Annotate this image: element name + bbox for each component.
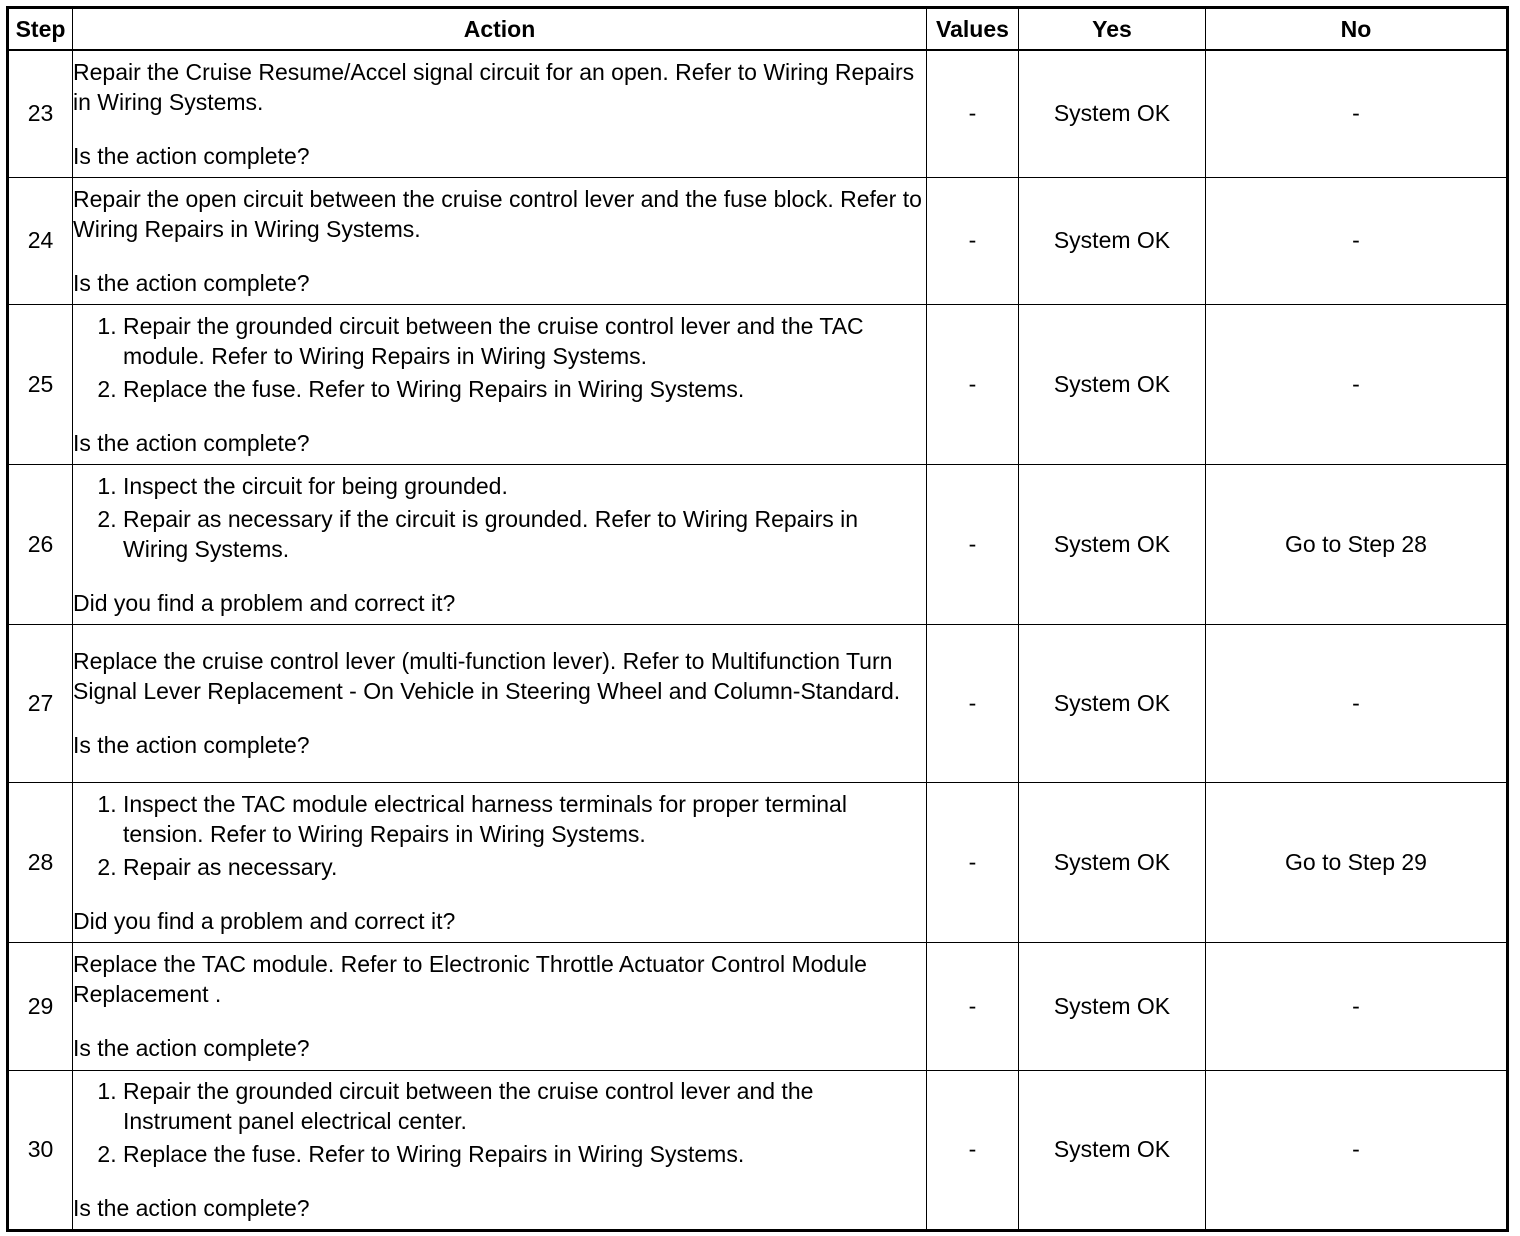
values-cell: - bbox=[927, 624, 1019, 782]
action-list-item: 1. Inspect the circuit for being grounded. bbox=[123, 471, 926, 501]
values-cell: - bbox=[927, 50, 1019, 177]
header-yes: Yes bbox=[1019, 8, 1206, 51]
action-question: Did you find a problem and correct it? bbox=[73, 589, 456, 616]
yes-cell: System OK bbox=[1019, 1070, 1206, 1230]
table-row bbox=[8, 624, 1508, 782]
action-list bbox=[73, 1076, 926, 1169]
yes-cell: System OK bbox=[1019, 782, 1206, 942]
action-question: Is the action complete? bbox=[73, 429, 310, 456]
values-cell: - bbox=[927, 942, 1019, 1070]
yes-cell: System OK bbox=[1019, 624, 1206, 782]
action-question: Did you find a problem and correct it? bbox=[73, 907, 456, 934]
values-cell: - bbox=[927, 177, 1019, 304]
step-number: 27 bbox=[8, 624, 73, 782]
values-cell: - bbox=[927, 464, 1019, 624]
no-cell: - bbox=[1206, 304, 1508, 464]
values-cell: - bbox=[927, 304, 1019, 464]
action-cell bbox=[73, 50, 927, 177]
action-question: Is the action complete? bbox=[73, 1035, 310, 1061]
action-cell bbox=[73, 942, 927, 1070]
action-list-item: 2. Repair as necessary if the circuit is grounded. Refer to Wiring Repairs in Wiring Systems. bbox=[123, 504, 926, 564]
table-row bbox=[8, 304, 1508, 464]
table-row bbox=[8, 942, 1508, 1070]
header-no: No bbox=[1206, 8, 1508, 51]
yes-cell: System OK bbox=[1019, 304, 1206, 464]
action-list-item: 1. Repair the grounded circuit between the cruise control lever and the TAC module. Refer to Wiring Repairs in Wiring Systems. bbox=[123, 311, 926, 371]
action-text: Repair the Cruise Resume/Accel signal circuit for an open. Refer to Wiring Repairs in Wiring Systems. bbox=[73, 58, 915, 115]
step-number: 25 bbox=[8, 304, 73, 464]
action-list-item: 2. Replace the fuse. Refer to Wiring Repairs in Wiring Systems. bbox=[123, 374, 926, 404]
action-list bbox=[73, 471, 926, 564]
no-cell: - bbox=[1206, 50, 1508, 177]
action-question: Is the action complete? bbox=[73, 142, 310, 169]
header-action: Action bbox=[73, 8, 927, 51]
action-text: Replace the cruise control lever (multi-function lever). Refer to Multifunction Turn Signal Lever Replacement - On Vehicle in Steering Wheel and Column-Standard. bbox=[73, 648, 901, 704]
header-row bbox=[8, 8, 1508, 51]
header-values: Values bbox=[927, 8, 1019, 51]
action-cell bbox=[73, 304, 927, 464]
no-cell: - bbox=[1206, 177, 1508, 304]
action-cell bbox=[73, 782, 927, 942]
action-question: Is the action complete? bbox=[73, 1195, 310, 1221]
yes-cell: System OK bbox=[1019, 464, 1206, 624]
step-number: 28 bbox=[8, 782, 73, 942]
action-cell bbox=[73, 177, 927, 304]
yes-cell: System OK bbox=[1019, 177, 1206, 304]
action-list-item: 1. Repair the grounded circuit between the cruise control lever and the Instrument panel electrical center. bbox=[123, 1076, 926, 1136]
yes-cell: System OK bbox=[1019, 50, 1206, 177]
table-row bbox=[8, 177, 1508, 304]
action-list-item: 2. Repair as necessary. bbox=[123, 852, 926, 882]
action-text: Replace the TAC module. Refer to Electronic Throttle Actuator Control Module Replacement . bbox=[73, 951, 867, 1007]
no-cell: Go to Step 28 bbox=[1206, 464, 1508, 624]
no-cell: - bbox=[1206, 624, 1508, 782]
no-cell: - bbox=[1206, 1070, 1508, 1230]
action-list bbox=[73, 789, 926, 882]
no-cell: Go to Step 29 bbox=[1206, 782, 1508, 942]
action-cell bbox=[73, 464, 927, 624]
header-step: Step bbox=[8, 8, 73, 51]
values-cell: - bbox=[927, 782, 1019, 942]
action-list bbox=[73, 311, 926, 404]
values-cell: - bbox=[927, 1070, 1019, 1230]
step-number: 29 bbox=[8, 942, 73, 1070]
step-number: 26 bbox=[8, 464, 73, 624]
action-text: Repair the open circuit between the cruise control lever and the fuse block. Refer to Wiring Repairs in Wiring Systems. bbox=[73, 185, 922, 242]
action-cell bbox=[73, 624, 927, 782]
table-row bbox=[8, 1070, 1508, 1230]
action-question: Is the action complete? bbox=[73, 732, 310, 758]
step-number: 23 bbox=[8, 50, 73, 177]
table-row bbox=[8, 782, 1508, 942]
step-number: 24 bbox=[8, 177, 73, 304]
action-list-item: 2. Replace the fuse. Refer to Wiring Repairs in Wiring Systems. bbox=[123, 1139, 926, 1169]
no-cell: - bbox=[1206, 942, 1508, 1070]
table-row bbox=[8, 50, 1508, 177]
action-question: Is the action complete? bbox=[73, 269, 310, 296]
step-number: 30 bbox=[8, 1070, 73, 1230]
table-row bbox=[8, 464, 1508, 624]
action-cell bbox=[73, 1070, 927, 1230]
diagnostic-table bbox=[6, 6, 1509, 1232]
yes-cell: System OK bbox=[1019, 942, 1206, 1070]
action-list-item: 1. Inspect the TAC module electrical harness terminals for proper terminal tension. Refer to Wiring Repairs in Wiring Systems. bbox=[123, 789, 926, 849]
